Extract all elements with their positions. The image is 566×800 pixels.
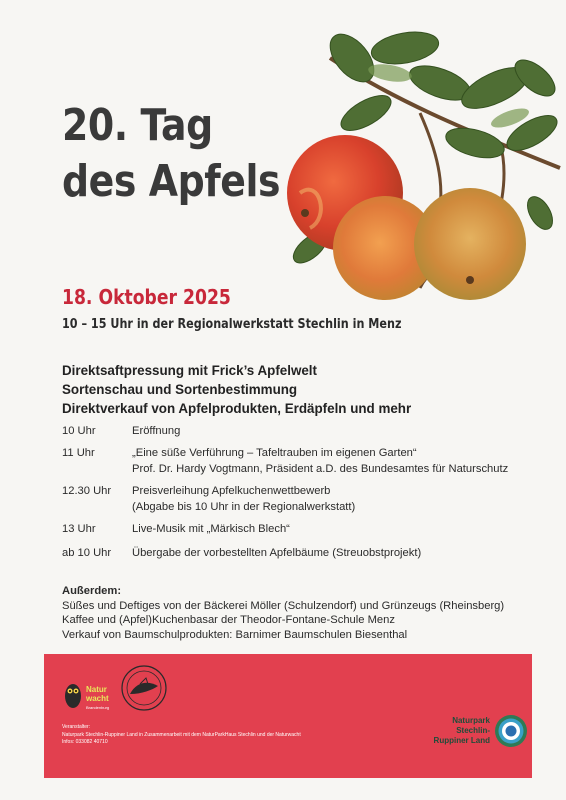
additional-line: Verkauf von Baumschulprodukten: Barnimer Baumschulen Biesenthal — [62, 628, 408, 641]
park-name-line: Ruppiner Land — [433, 736, 490, 745]
program-row — [62, 423, 542, 439]
program-description — [132, 545, 421, 561]
additional-offers — [62, 584, 504, 642]
program-description — [132, 521, 290, 537]
logo-subtext: Brandenburg — [86, 705, 110, 710]
program-description — [132, 445, 508, 477]
program-time: 10 Uhr — [62, 425, 96, 437]
naturpark-name — [396, 716, 490, 746]
program-schedule — [62, 423, 542, 567]
additional-heading: Außerdem: — [62, 585, 122, 597]
highlight-item: Direktsaftpressung mit Frick’s Apfelwelt — [62, 363, 317, 378]
program-line: Übergabe der vorbestellten Apfelbäume (Streuobstprojekt) — [132, 547, 422, 559]
program-line: Eröffnung — [132, 425, 181, 437]
program-line: Preisverleihung Apfelkuchenwettbewerb — [132, 485, 331, 497]
event-title — [62, 98, 280, 210]
program-line: Prof. Dr. Hardy Vogtmann, Präsident a.D. des Bundesamtes für Naturschutz — [132, 463, 509, 475]
naturwacht-logo — [62, 672, 118, 716]
program-time: ab 10 Uhr — [62, 547, 112, 559]
program-line: „Eine süße Verführung – Tafeltrauben im eigenen Garten“ — [132, 447, 417, 459]
highlights-list — [62, 361, 411, 418]
apple-branch-illustration — [270, 18, 566, 303]
organiser-info — [62, 724, 301, 747]
program-description — [132, 423, 180, 439]
additional-line: Süßes und Deftiges von der Bäckerei Möller (Schulzendorf) und Grünzeugs (Rheinsberg) — [62, 599, 505, 612]
event-time-venue: 10 – 15 Uhr in der Regionalwerkstatt Stechlin in Menz — [62, 317, 402, 332]
program-time: 12.30 Uhr — [62, 485, 112, 497]
program-row — [62, 545, 542, 561]
logo-text: Natur — [86, 685, 107, 694]
program-row — [62, 483, 542, 515]
program-description — [132, 483, 355, 515]
footer-banner — [44, 654, 532, 778]
title-line-1: 20. Tag — [62, 100, 213, 151]
park-name-line: Stechlin- — [456, 726, 490, 735]
organiser-line: Infos: 033082 40710 — [62, 739, 108, 745]
naturpark-ring-logo — [494, 714, 528, 748]
additional-line: Kaffee und (Apfel)Kuchenbasar der Theodor-Fontane-Schule Menz — [62, 614, 395, 626]
highlight-item: Sortenschau und Sortenbestimmung — [62, 382, 298, 397]
title-line-2: des Apfels — [62, 156, 281, 207]
program-time: 13 Uhr — [62, 523, 96, 535]
program-row — [62, 521, 542, 537]
organiser-line: Naturpark Stechlin-Ruppiner Land in Zusammenarbeit mit dem NaturParkHaus Stechlin und der Naturwacht — [62, 731, 301, 738]
seal-logo — [120, 664, 168, 712]
program-time: 11 Uhr — [62, 447, 95, 459]
program-line: (Abgabe bis 10 Uhr in der Regionalwerkstatt) — [132, 501, 356, 513]
logo-text: wacht — [86, 694, 109, 703]
owl-icon — [65, 684, 81, 708]
event-date: 18. Oktober 2025 — [62, 285, 231, 309]
program-row — [62, 445, 542, 477]
highlight-item: Direktverkauf von Apfelprodukten, Erdäpfeln und mehr — [62, 401, 412, 416]
organiser-line: Veranstalter: — [62, 724, 91, 730]
park-name-line: Naturpark — [452, 716, 490, 725]
program-line: Live-Musik mit „Märkisch Blech“ — [132, 523, 290, 535]
